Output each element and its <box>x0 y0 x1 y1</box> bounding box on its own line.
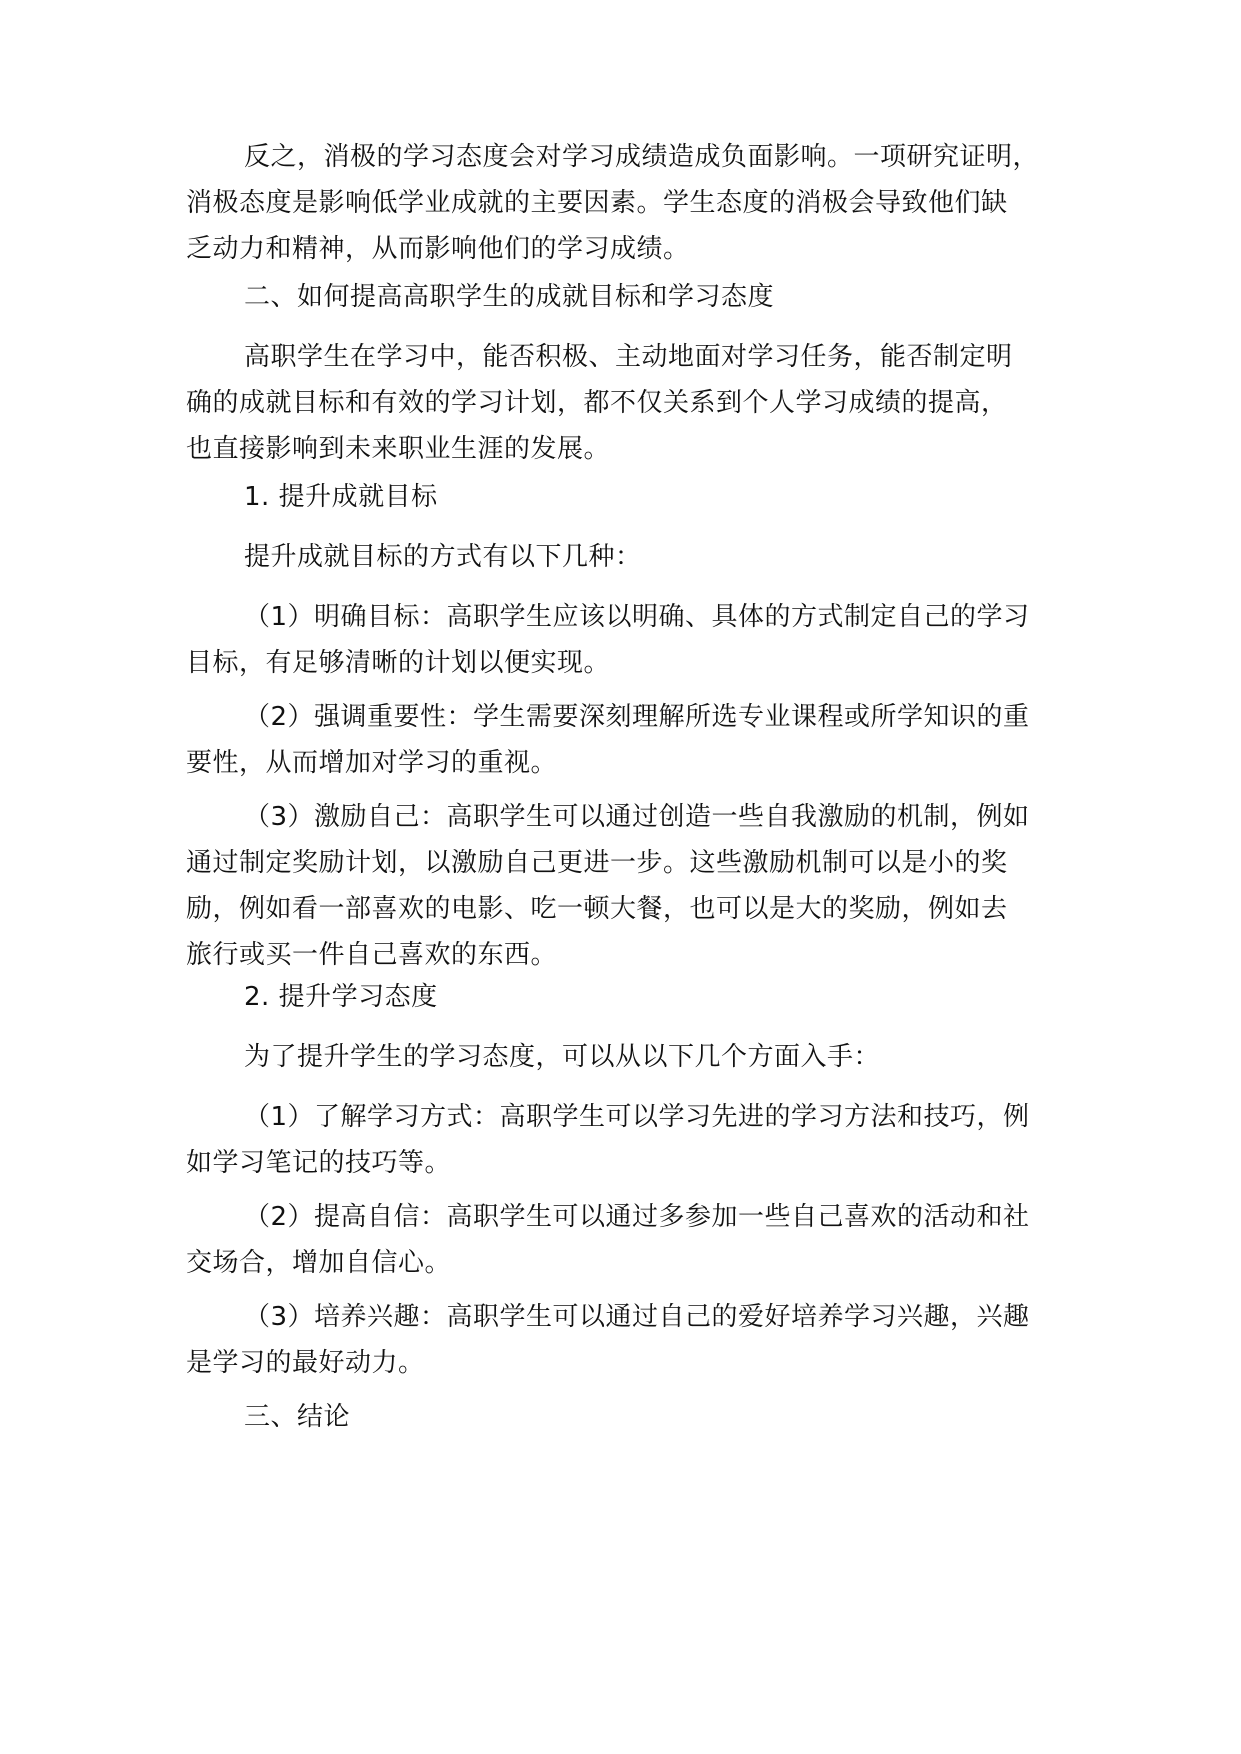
heading-text: 2. 提升学习态度 <box>244 982 438 1012</box>
paragraph-negative-attitude <box>186 134 1066 272</box>
text-line: 消极态度是影响低学业成就的主要因素。学生态度的消极会导致他们缺 <box>186 188 1008 218</box>
text-line: 确的成就目标和有效的学习计划，都不仅关系到个人学习成绩的提高， <box>186 388 1008 418</box>
list-item-confidence <box>186 1194 1066 1286</box>
section-heading-2 <box>186 274 1066 320</box>
paragraph-methods-intro <box>186 534 1066 580</box>
heading-text: 二、如何提高高职学生的成就目标和学习态度 <box>244 282 775 312</box>
subheading-learning-attitude <box>186 974 1066 1020</box>
text-line: 高职学生在学习中，能否积极、主动地面对学习任务，能否制定明 <box>244 342 1013 372</box>
text-line: （1）明确目标：高职学生应该以明确、具体的方式制定自己的学习 <box>244 602 1030 632</box>
text-line: 通过制定奖励计划，以激励自己更进一步。这些激励机制可以是小的奖 <box>186 848 1008 878</box>
text-line: 乏动力和精神，从而影响他们的学习成绩。 <box>186 234 690 264</box>
text-line: 为了提升学生的学习态度，可以从以下几个方面入手： <box>244 1042 881 1072</box>
list-item-interest <box>186 1294 1066 1386</box>
paragraph-attitude-intro <box>186 1034 1066 1080</box>
text-line: 旅行或买一件自己喜欢的东西。 <box>186 940 558 970</box>
text-line: （2）提高自信：高职学生可以通过多参加一些自己喜欢的活动和社 <box>244 1202 1030 1232</box>
heading-text: 三、结论 <box>244 1402 351 1432</box>
text-line: （3）培养兴趣：高职学生可以通过自己的爱好培养学习兴趣，兴趣 <box>244 1302 1030 1332</box>
text-line: （1）了解学习方式：高职学生可以学习先进的学习方法和技巧，例 <box>244 1102 1030 1132</box>
list-item-motivate <box>186 794 1066 978</box>
text-line: 提升成就目标的方式有以下几种： <box>244 542 642 572</box>
list-item-importance <box>186 694 1066 786</box>
heading-text: 1. 提升成就目标 <box>244 482 438 512</box>
text-line: （3）激励自己：高职学生可以通过创造一些自我激励的机制，例如 <box>244 802 1030 832</box>
text-line: 要性，从而增加对学习的重视。 <box>186 748 558 778</box>
text-line: 是学习的最好动力。 <box>186 1348 425 1378</box>
section-heading-3 <box>186 1394 1066 1440</box>
text-line: 也直接影响到未来职业生涯的发展。 <box>186 434 611 464</box>
list-item-learning-methods <box>186 1094 1066 1186</box>
list-item-clear-goals <box>186 594 1066 686</box>
text-line: 交场合，增加自信心。 <box>186 1248 452 1278</box>
text-line: 反之，消极的学习态度会对学习成绩造成负面影响。一项研究证明， <box>244 142 1040 172</box>
subheading-achievement-goals <box>186 474 1066 520</box>
text-line: （2）强调重要性：学生需要深刻理解所选专业课程或所学知识的重 <box>244 702 1030 732</box>
paragraph-intro <box>186 334 1066 472</box>
text-line: 目标，有足够清晰的计划以便实现。 <box>186 648 611 678</box>
text-line: 如学习笔记的技巧等。 <box>186 1148 452 1178</box>
text-line: 励，例如看一部喜欢的电影、吃一顿大餐，也可以是大的奖励，例如去 <box>186 894 1008 924</box>
